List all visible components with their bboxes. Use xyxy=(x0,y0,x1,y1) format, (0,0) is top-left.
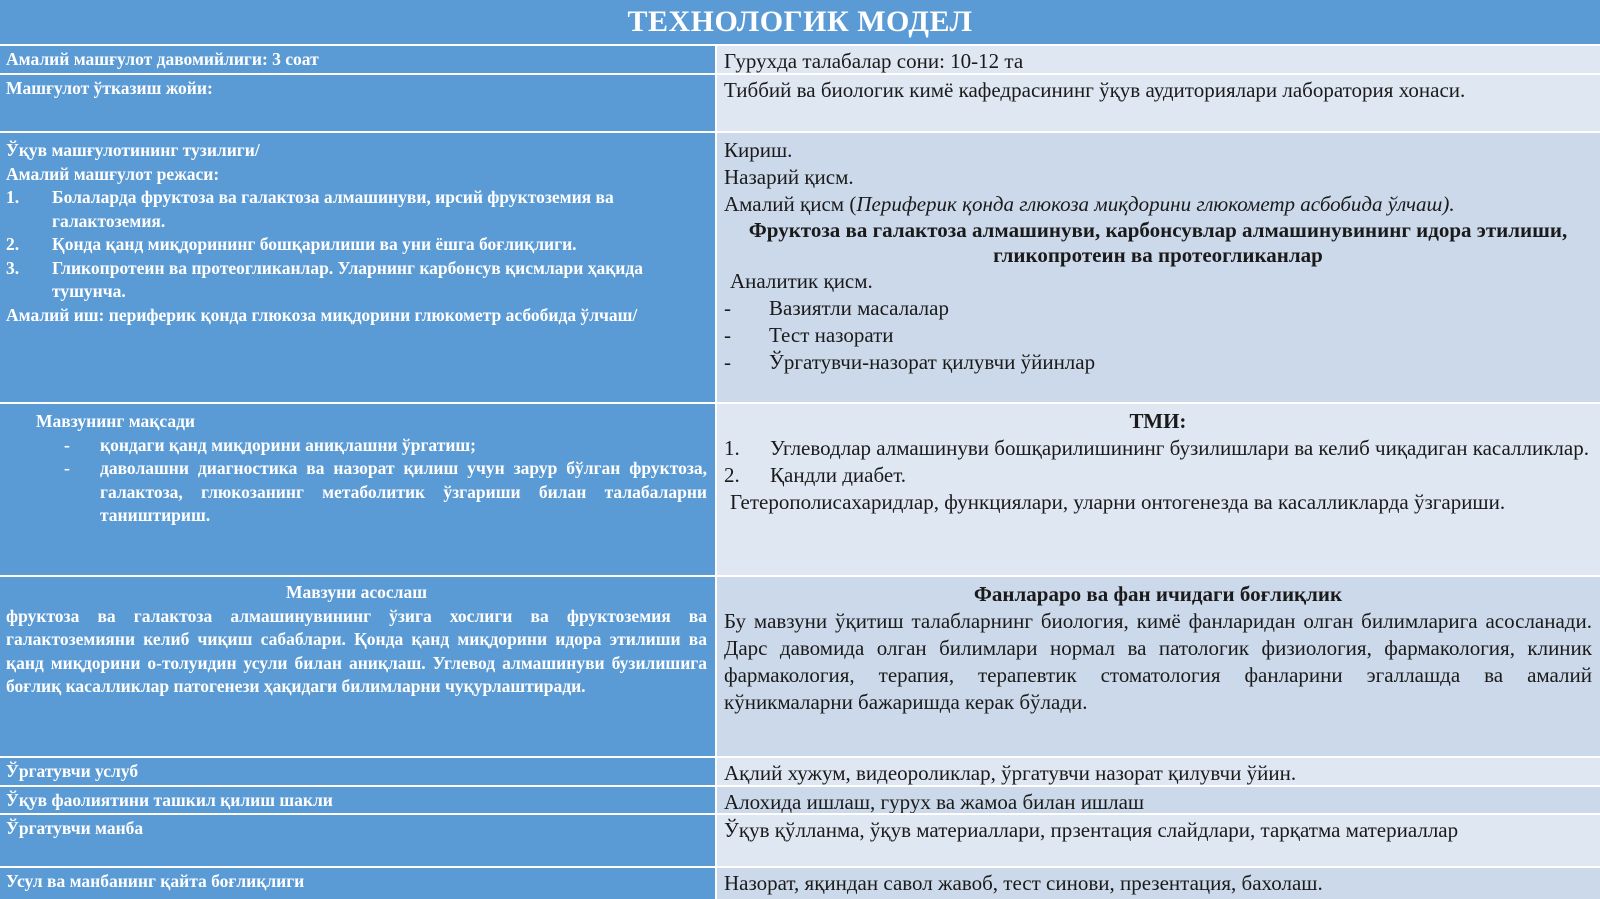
structure-label-line1: Ўқув машғулотининг тузилиги/ xyxy=(6,140,260,160)
practical-part: Амалий қисм (Периферик қонда глюкоза миқдорини глюкометр асбобида ўлчаш). xyxy=(724,192,1455,216)
tmi-cell xyxy=(717,404,1600,577)
practical-work: Амалий иш: периферик қонда глюкоза миқдорини глюкометр асбобида ўлчаш/ xyxy=(6,304,638,325)
place-value: Тиббий ва биологик кимё кафедрасининг ўқув аудиториялари лаборатория хонаси. xyxy=(717,75,1600,133)
source-label: Ўргатувчи манба xyxy=(0,815,717,868)
interdisciplinary-text: Бу мавзуни ўқитиш талабларнинг биология, кимё фанларидан олган билимларига асосланади. Дарс давомида олган билимлари нормал ва патологик физиология, фармакология, клиник фармакология, терапия, терапевтик стоматология фанларини эгаллашда ва амалий кўникмаларни бажаришда керак бўлади. xyxy=(724,609,1592,714)
tmi-item: 2. Қандли диабет. xyxy=(724,463,907,487)
link-label: Усул ва манбанинг қайта боғлиқлиги xyxy=(0,868,717,899)
method-label: Ўргатувчи услуб xyxy=(0,758,717,787)
source-value: Ўқув қўлланма, ўқув материаллари, прзентация слайдлари, тарқатма материаллар xyxy=(717,815,1600,868)
tmi-title: ТМИ: xyxy=(1129,409,1187,433)
analytic-item: - Вазиятли масалалар xyxy=(724,296,949,320)
goal-list xyxy=(36,434,707,528)
duration-label: Амалий машғулот давомийлиги: 3 соат xyxy=(0,46,717,75)
structure-value-cell xyxy=(717,133,1600,404)
goal-item: - қондаги қанд миқдорини аниқлашни ўргатиш; xyxy=(64,434,477,455)
goal-cell xyxy=(0,404,717,577)
analytic-item: - Ўргатувчи-назорат қилувчи ўйинлар xyxy=(724,350,1096,374)
tmi-list xyxy=(724,435,1592,489)
link-value: Назорат, яқиндан савол жавоб, тест синови, презентация, бахолаш. xyxy=(717,868,1600,899)
basis-title: Мавзуни асослаш xyxy=(285,582,428,602)
topic-title: Фруктоза ва галактоза алмашинуви, карбонсувлар алмашинувининг идора этилиши, гликопротеин ва протеогликанлар xyxy=(748,218,1568,267)
analytic-text: Аналитик қисм. xyxy=(730,269,873,293)
plan-item-2: 2. Қонда қанд миқдорининг бошқарилиши ва уни ёшга боғлиқлиги. xyxy=(6,234,577,254)
tmi-item: 1. Углеводлар алмашинуви бошқарилишининг бузилишлари ва келиб чиқадиган касалликлар. xyxy=(724,436,1589,460)
page-title: ТЕХНОЛОГИК МОДЕЛ xyxy=(0,0,1600,44)
plan-item-1: 1. Болаларда фруктоза ва галактоза алмашинуви, ирсий фруктоземия ва галактоземия. xyxy=(6,187,614,231)
form-value: Алохида ишлаш, гурух ва жамоа билан ишлаш xyxy=(717,787,1600,815)
place-label: Машғулот ўтказиш жойи: xyxy=(0,75,717,133)
analytic-item: - Тест назорати xyxy=(724,323,894,347)
structure-label-line2: Амалий машғулот режаси: xyxy=(6,163,220,184)
plan-item-3: 3. Гликопротеин ва протеогликанлар. Уларнинг карбонсув қисмлари ҳақида тушунча. xyxy=(6,257,643,301)
theory-text: Назарий қисм. xyxy=(724,165,854,189)
group-size-value: Гурухда талабалар сони: 10-12 та xyxy=(717,46,1600,75)
analytic-list xyxy=(724,295,1592,376)
basis-text: фруктоза ва галактоза алмашинувининг ўзига хослиги ва фруктоземия ва галактоземияни келиб чиқиш сабаблари. Қонда қанд миқдорини идора этилиши ва қанд миқдорини о-толуидин усули билан аниқлаш. Углевод алмашинуви бузилишига боғлиқ касалликлар патогенези ҳақидаги билимларни чуқурлаштиради. xyxy=(6,605,707,696)
intro-text: Кириш. xyxy=(724,138,793,162)
interdisciplinary-title: Фанлараро ва фан ичидаги боғлиқлик xyxy=(973,582,1343,606)
plan-list xyxy=(6,186,707,304)
technology-model-table xyxy=(0,46,1600,899)
method-value: Ақлий хужум, видеороликлар, ўргатувчи назорат қилувчи ўйин. xyxy=(717,758,1600,787)
goal-item: - даволашни диагностика ва назорат қилиш учун зарур бўлган фруктоза, галактоза, глюкозанинг метаболитик ўзгариши билан талабаларни таништириш. xyxy=(64,458,707,525)
form-label: Ўқув фаолиятини ташкил қилиш шакли xyxy=(0,787,717,815)
structure-label-cell xyxy=(0,133,717,404)
basis-cell xyxy=(0,577,717,758)
interdisciplinary-cell xyxy=(717,577,1600,758)
tmi-extra: Гетерополисахаридлар, функциялари, уларни онтогенезда ва касалликларда ўзгариши. xyxy=(730,490,1506,514)
goal-label: Мавзунинг мақсади xyxy=(36,411,196,431)
